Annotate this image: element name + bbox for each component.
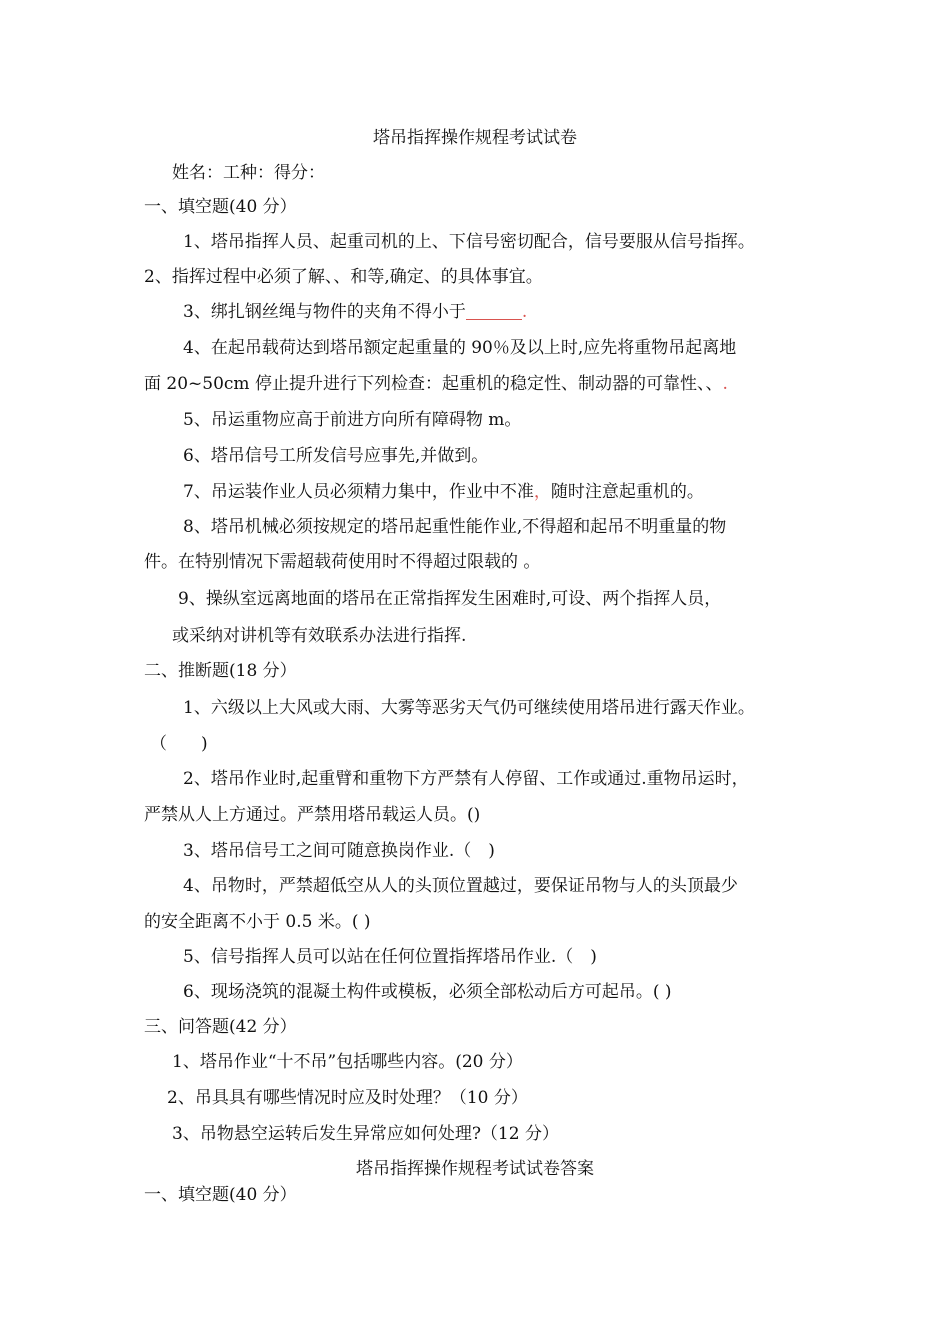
s1-q7 bbox=[183, 481, 704, 503]
page-title: 塔吊指挥操作规程考试试卷 bbox=[373, 128, 577, 148]
s3-q3: 3、吊物悬空运转后发生异常应如何处理?（12 分） bbox=[172, 1124, 559, 1144]
s1-q2: 2、指挥过程中必须了解、、和等,确定、的具体事宜。 bbox=[144, 267, 543, 287]
s1-q9-line1: 9、操纵室远离地面的塔吊在正常指挥发生困难时,可设、两个指挥人员， bbox=[178, 589, 722, 609]
s1-q3 bbox=[183, 301, 527, 323]
s2-q6: 6、现场浇筑的混凝土构件或模板，必须全部松动后方可起吊。( ) bbox=[183, 982, 672, 1002]
s1-q7-part2: 随时注意起重机的。 bbox=[550, 482, 704, 502]
s1-q9-line2: 或采纳对讲机等有效联系办法进行指挥. bbox=[172, 626, 467, 646]
answer-section1-heading: 一、填空题(40 分） bbox=[144, 1185, 297, 1205]
s1-q5: 5、吊运重物应高于前进方向所有障碍物 m。 bbox=[183, 410, 522, 430]
s1-q4-line2-end: . bbox=[722, 374, 728, 394]
s1-q4-line2 bbox=[144, 373, 728, 395]
s1-q3-prefix: 3、绑扎钢丝绳与物件的夹角不得小于 bbox=[183, 302, 466, 322]
s1-q4-line1: 4、在起吊载荷达到塔吊额定起重量的 90％及以上时,应先将重物吊起离地 bbox=[183, 338, 737, 358]
s1-q7-part1: 7、吊运装作业人员必须精力集中，作业中不准 bbox=[183, 482, 534, 502]
s2-q1-line1: 1、六级以上大风或大雨、大雾等恶劣天气仍可继续使用塔吊进行露天作业。 bbox=[183, 698, 755, 718]
s2-q2-line2: 严禁从人上方通过。严禁用塔吊载运人员。() bbox=[144, 805, 481, 825]
s1-q1: 1、塔吊指挥人员、起重司机的上、下信号密切配合，信号要服从信号指挥。 bbox=[183, 232, 755, 252]
s1-q7-comma: ， bbox=[533, 482, 551, 502]
section3-heading: 三、问答题(42 分） bbox=[144, 1017, 297, 1037]
s2-q4-line2: 的安全距离不小于 0.5 米。( ) bbox=[144, 912, 371, 932]
s2-q1-line2: （ ) bbox=[150, 734, 208, 754]
s1-q4-line2-main: 面 20~50cm 停止提升进行下列检查：起重机的稳定性、制动器的可靠性、、 bbox=[144, 374, 723, 394]
s1-q6: 6、塔吊信号工所发信号应事先,并做到。 bbox=[183, 446, 489, 466]
section1-heading: 一、填空题(40 分） bbox=[144, 197, 297, 217]
s3-q1: 1、塔吊作业“十不吊”包括哪些内容。(20 分） bbox=[172, 1052, 523, 1072]
s2-q3: 3、塔吊信号工之间可随意换岗作业.（ ) bbox=[183, 841, 495, 861]
s1-q8-line1: 8、塔吊机械必须按规定的塔吊起重性能作业,不得超和起吊不明重量的物 bbox=[183, 517, 727, 537]
section2-heading: 二、推断题(18 分） bbox=[144, 661, 297, 681]
s3-q2: 2、吊具具有哪些情况时应及时处理？（10 分） bbox=[167, 1088, 528, 1108]
s1-q3-blank bbox=[466, 301, 522, 320]
s2-q4-line1: 4、吊物时，严禁超低空从人的头顶位置越过，要保证吊物与人的头顶最少 bbox=[183, 876, 738, 896]
s2-q2-line1: 2、塔吊作业时,起重臂和重物下方严禁有人停留、工作或通过.重物吊运时， bbox=[183, 769, 749, 789]
s2-q5: 5、信号指挥人员可以站在任何位置指挥塔吊作业.（ ) bbox=[183, 947, 597, 967]
s1-q8-line2: 件。在特别情况下需超载荷使用时不得超过限载的 。 bbox=[144, 552, 541, 572]
answer-title: 塔吊指挥操作规程考试试卷答案 bbox=[356, 1159, 594, 1179]
header-fields: 姓名：工种：得分： bbox=[172, 163, 325, 183]
s1-q3-suffix: . bbox=[521, 302, 528, 322]
